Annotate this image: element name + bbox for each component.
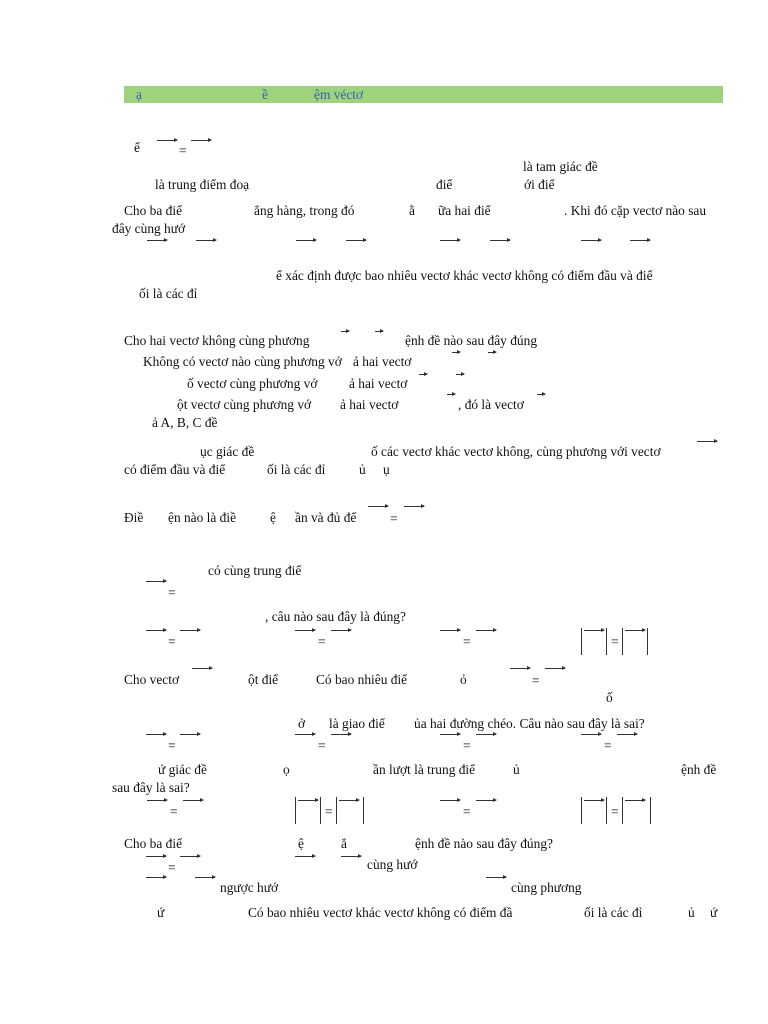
vector-arrow (180, 630, 200, 631)
header-fragment: ệm véctơ (314, 87, 364, 102)
text-line: ối là các đỉ (139, 286, 198, 301)
vector-arrow (375, 331, 383, 332)
vector-arrow (447, 394, 455, 395)
text-line: ủ (359, 462, 366, 477)
text-line: Có bao nhiêu vectơ khác vectơ không có điểm đầ (248, 905, 513, 920)
text-line: ần lượt là trung điể (373, 762, 476, 777)
text-line: ố (606, 690, 613, 705)
vector-arrow (404, 506, 424, 507)
vector-arrow (490, 240, 510, 241)
abs-bar (336, 797, 337, 824)
text-line: Cho ba điể (124, 836, 183, 851)
vector-arrow (296, 240, 316, 241)
answer-option: ột vectơ cùng phương vớ (177, 397, 312, 412)
abs-bar (650, 797, 651, 824)
vector-arrow (295, 734, 315, 735)
text-line: , câu nào sau đây là đúng? (265, 609, 406, 624)
vector-arrow (183, 800, 203, 801)
text-line: ệnh đề nào sau đây đúng (405, 333, 538, 348)
text-line: có điểm đầu và điể (124, 462, 226, 477)
section-header-bar (124, 86, 723, 103)
equals-sign: = (168, 860, 176, 875)
vector-arrow (630, 240, 650, 241)
text-line: ứ (710, 905, 718, 920)
vector-arrow (440, 734, 460, 735)
vector-arrow (146, 630, 166, 631)
equals-sign: = (463, 634, 471, 649)
text-line: ể xác định được bao nhiêu vectơ khác vectơ không có điểm đầu và điể (276, 268, 653, 283)
vector-arrow (180, 856, 200, 857)
text-line: ỏ (460, 672, 467, 687)
abs-bar (606, 628, 607, 655)
text-line: đây cùng hướ (112, 221, 186, 236)
answer-option: ả hai vectơ (349, 376, 408, 391)
text-line: ố các vectơ khác vectơ không, cùng phương với vectơ (371, 444, 661, 459)
answer-option: Không có vectơ nào cùng phương vớ (143, 354, 342, 369)
text-line: ứ (157, 905, 165, 920)
vector-arrow (581, 734, 601, 735)
vector-arrow (331, 630, 351, 631)
vector-arrow (440, 240, 460, 241)
vector-arrow (346, 240, 366, 241)
vector-arrow (147, 800, 167, 801)
text-line: ệnh đề (681, 762, 717, 777)
equals-sign: = (168, 738, 176, 753)
vector-arrow (510, 668, 530, 669)
vector-arrow (192, 668, 212, 669)
equals-sign: = (179, 143, 187, 158)
text-line: ới điể (524, 177, 555, 192)
vector-arrow (476, 734, 496, 735)
vector-arrow (341, 331, 349, 332)
vector-arrow (339, 800, 359, 801)
vector-arrow (146, 581, 166, 582)
answer-option: ả hai vectơ (353, 354, 412, 369)
text-line: là tam giác đề (523, 159, 598, 174)
equals-sign: = (325, 804, 333, 819)
abs-bar (581, 797, 582, 824)
abs-bar (622, 628, 623, 655)
answer-option: ả A, B, C đề (152, 415, 218, 430)
vector-arrow (625, 630, 645, 631)
text-line: ệ (270, 510, 276, 525)
answer-option: ngược hướ (220, 880, 279, 895)
vector-arrow (341, 856, 361, 857)
abs-bar (320, 797, 321, 824)
equals-sign: = (390, 511, 398, 526)
text-line: ụ (383, 462, 390, 477)
text-line: ần và đủ để (295, 510, 357, 525)
text-line: ệnh đề nào sau đây đúng? (415, 836, 553, 851)
vector-arrow (331, 734, 351, 735)
vector-arrow (195, 877, 215, 878)
vector-arrow (146, 856, 166, 857)
text-line: có cùng trung điể (208, 563, 302, 578)
vector-arrow (476, 800, 496, 801)
answer-option: cùng hướ (367, 857, 418, 872)
vector-arrow (545, 668, 565, 669)
text-line: ằ (409, 203, 415, 218)
equals-sign: = (168, 634, 176, 649)
text-line: ủ (513, 762, 520, 777)
abs-bar (363, 797, 364, 824)
text-line: ối là các đỉ (267, 462, 326, 477)
text-line: là giao điể (329, 716, 385, 731)
vector-arrow (456, 374, 464, 375)
vector-arrow (191, 140, 211, 141)
abs-bar (581, 628, 582, 655)
vector-arrow (488, 352, 496, 353)
vector-arrow (368, 506, 388, 507)
vector-arrow (298, 800, 318, 801)
vector-arrow (625, 800, 645, 801)
abs-bar (622, 797, 623, 824)
vector-arrow (440, 800, 460, 801)
text-line: Có bao nhiêu điể (316, 672, 408, 687)
text-line: ệ (298, 836, 304, 851)
vector-arrow (584, 800, 604, 801)
text-line: ủ (688, 905, 695, 920)
vector-arrow (146, 734, 166, 735)
equals-sign: = (604, 738, 612, 753)
text-line: ọ (283, 762, 290, 777)
text-line: . Khi đó cặp vectơ nào sau (564, 203, 707, 218)
text-line: là trung điểm đoạ (155, 177, 250, 192)
text-line: điể (436, 177, 453, 192)
equals-sign: = (463, 738, 471, 753)
vector-arrow (452, 352, 460, 353)
text-line: ối là các đỉ (584, 905, 643, 920)
vector-arrow (697, 441, 717, 442)
vector-arrow (146, 877, 166, 878)
vector-arrow (581, 240, 601, 241)
vector-arrow (295, 856, 315, 857)
text-line: ẳ (341, 836, 347, 851)
abs-bar (647, 628, 648, 655)
equals-sign: = (611, 804, 619, 819)
text-line: ữa hai điể (438, 203, 491, 218)
text-line: ục giác đề (200, 444, 255, 459)
answer-option: , đó là vectơ (458, 397, 524, 412)
text-line: sau đây là sai? (112, 780, 190, 795)
vector-arrow (537, 394, 545, 395)
vector-arrow (476, 630, 496, 631)
text-line: Cho vectơ (124, 672, 180, 687)
equals-sign: = (318, 634, 326, 649)
vector-arrow (486, 877, 506, 878)
text-line: ứ giác đề (158, 762, 207, 777)
text-line: Cho ba điể (124, 203, 183, 218)
vector-arrow (419, 374, 427, 375)
equals-sign: = (463, 804, 471, 819)
vector-arrow (147, 240, 167, 241)
equals-sign: = (170, 804, 178, 819)
header-fragment: ề (262, 87, 268, 102)
text-line: Cho hai vectơ không cùng phương (124, 333, 310, 348)
vector-arrow (196, 240, 216, 241)
text-line: ẳng hàng, trong đó (254, 203, 355, 218)
text-line: Điề (124, 510, 144, 525)
answer-option: cùng phương (511, 880, 582, 895)
abs-bar (606, 797, 607, 824)
vector-arrow (180, 734, 200, 735)
vector-arrow (440, 630, 460, 631)
answer-option: ả hai vectơ (340, 397, 399, 412)
equals-sign: = (532, 673, 540, 688)
vector-arrow (295, 630, 315, 631)
header-fragment: ạ (136, 87, 142, 102)
vector-arrow (617, 734, 637, 735)
text-line: ể (134, 140, 140, 155)
answer-option: ố vectơ cùng phương vớ (187, 376, 318, 391)
text-line: ủa hai đường chéo. Câu nào sau đây là sai? (414, 716, 645, 731)
vector-arrow (157, 140, 177, 141)
text-line: ện nào là điề (168, 510, 237, 525)
text-line: ở (298, 716, 306, 731)
abs-bar (295, 797, 296, 824)
vector-arrow (584, 630, 604, 631)
text-line: ột điể (248, 672, 279, 687)
equals-sign: = (318, 738, 326, 753)
equals-sign: = (168, 585, 176, 600)
equals-sign: = (611, 634, 619, 649)
